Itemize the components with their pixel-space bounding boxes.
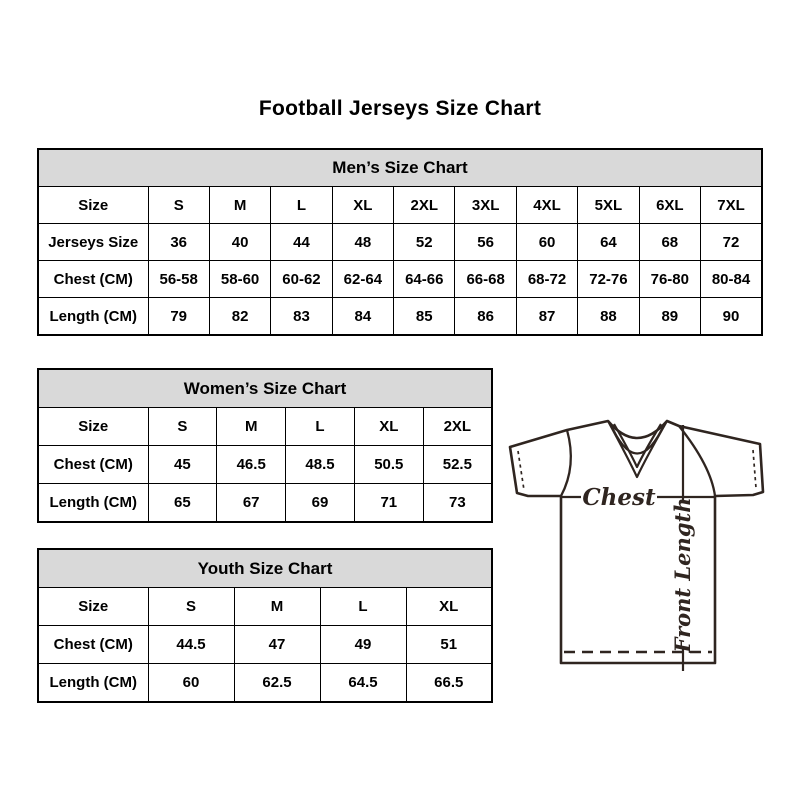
table-cell: 47 xyxy=(234,626,320,664)
table-cell: L xyxy=(286,408,355,446)
jersey-measurement-diagram xyxy=(500,398,780,686)
table-cell: 50.5 xyxy=(354,446,423,484)
table-cell: S xyxy=(148,588,234,626)
table-title: Youth Size Chart xyxy=(38,549,492,588)
table-cell: 64-66 xyxy=(394,261,455,298)
table-cell: 68-72 xyxy=(516,261,577,298)
table-cell: 52.5 xyxy=(423,446,492,484)
table-cell: 67 xyxy=(217,484,286,523)
table-cell: 66-68 xyxy=(455,261,516,298)
table-row xyxy=(38,224,762,261)
table-cell: 66.5 xyxy=(406,664,492,703)
table-cell: 73 xyxy=(423,484,492,523)
table-cell: 3XL xyxy=(455,187,516,224)
table-row xyxy=(38,626,492,664)
table-cell: 44.5 xyxy=(148,626,234,664)
table-cell: 60 xyxy=(516,224,577,261)
table-cell: 83 xyxy=(271,298,332,336)
youth-size-table xyxy=(37,548,493,703)
table-cell: 65 xyxy=(148,484,217,523)
row-label: Chest (CM) xyxy=(38,261,148,298)
table-title-row xyxy=(38,549,492,588)
row-label: Chest (CM) xyxy=(38,446,148,484)
table-row xyxy=(38,298,762,336)
row-label: Chest (CM) xyxy=(38,626,148,664)
table-cell: 69 xyxy=(286,484,355,523)
table-cell: 84 xyxy=(332,298,393,336)
table-title: Men’s Size Chart xyxy=(38,149,762,187)
table-cell: 89 xyxy=(639,298,700,336)
row-label: Length (CM) xyxy=(38,484,148,523)
table-row xyxy=(38,664,492,703)
chest-label: Chest xyxy=(582,484,656,511)
table-cell: 64 xyxy=(578,224,639,261)
table-cell: 56 xyxy=(455,224,516,261)
table-cell: 90 xyxy=(701,298,762,336)
table-cell: 82 xyxy=(209,298,270,336)
table-row xyxy=(38,408,492,446)
table-cell: 40 xyxy=(209,224,270,261)
table-title-row xyxy=(38,149,762,187)
table-cell: M xyxy=(234,588,320,626)
table-cell: 72 xyxy=(701,224,762,261)
table-cell: L xyxy=(320,588,406,626)
table-cell: 56-58 xyxy=(148,261,209,298)
row-label: Length (CM) xyxy=(38,664,148,703)
table-title-row xyxy=(38,369,492,408)
table-cell: M xyxy=(209,187,270,224)
table-cell: 62-64 xyxy=(332,261,393,298)
table-cell: 5XL xyxy=(578,187,639,224)
table-row xyxy=(38,446,492,484)
table-row xyxy=(38,588,492,626)
table-cell: 36 xyxy=(148,224,209,261)
table-cell: 68 xyxy=(639,224,700,261)
table-cell: 46.5 xyxy=(217,446,286,484)
table-cell: 51 xyxy=(406,626,492,664)
womens-size-table xyxy=(37,368,493,523)
table-cell: 87 xyxy=(516,298,577,336)
row-label: Size xyxy=(38,588,148,626)
table-cell: 44 xyxy=(271,224,332,261)
table-row xyxy=(38,261,762,298)
table-cell: 45 xyxy=(148,446,217,484)
jersey-outline xyxy=(510,421,763,663)
row-label: Size xyxy=(38,187,148,224)
table-cell: 52 xyxy=(394,224,455,261)
table-cell: 7XL xyxy=(701,187,762,224)
table-cell: 88 xyxy=(578,298,639,336)
table-cell: S xyxy=(148,187,209,224)
table-cell: M xyxy=(217,408,286,446)
table-cell: 76-80 xyxy=(639,261,700,298)
table-cell: 71 xyxy=(354,484,423,523)
row-label: Length (CM) xyxy=(38,298,148,336)
table-cell: 4XL xyxy=(516,187,577,224)
row-label: Size xyxy=(38,408,148,446)
table-cell: L xyxy=(271,187,332,224)
table-cell: S xyxy=(148,408,217,446)
table-cell: 48.5 xyxy=(286,446,355,484)
table-cell: 85 xyxy=(394,298,455,336)
row-label: Jerseys Size xyxy=(38,224,148,261)
table-cell: 60 xyxy=(148,664,234,703)
table-row xyxy=(38,187,762,224)
table-cell: 64.5 xyxy=(320,664,406,703)
mens-size-table xyxy=(37,148,763,336)
table-cell: 6XL xyxy=(639,187,700,224)
jersey-diagram-svg xyxy=(500,398,780,686)
table-cell: 58-60 xyxy=(209,261,270,298)
table-cell: 49 xyxy=(320,626,406,664)
table-cell: 86 xyxy=(455,298,516,336)
table-cell: 60-62 xyxy=(271,261,332,298)
table-cell: 79 xyxy=(148,298,209,336)
table-cell: 48 xyxy=(332,224,393,261)
table-cell: 2XL xyxy=(423,408,492,446)
table-cell: 72-76 xyxy=(578,261,639,298)
table-cell: 2XL xyxy=(394,187,455,224)
table-cell: XL xyxy=(406,588,492,626)
table-cell: XL xyxy=(354,408,423,446)
table-row xyxy=(38,484,492,523)
table-title: Women’s Size Chart xyxy=(38,369,492,408)
front-length-label: Front Length xyxy=(670,497,695,653)
table-cell: 62.5 xyxy=(234,664,320,703)
page-title: Football Jerseys Size Chart xyxy=(258,97,542,120)
table-cell: XL xyxy=(332,187,393,224)
table-cell: 80-84 xyxy=(701,261,762,298)
